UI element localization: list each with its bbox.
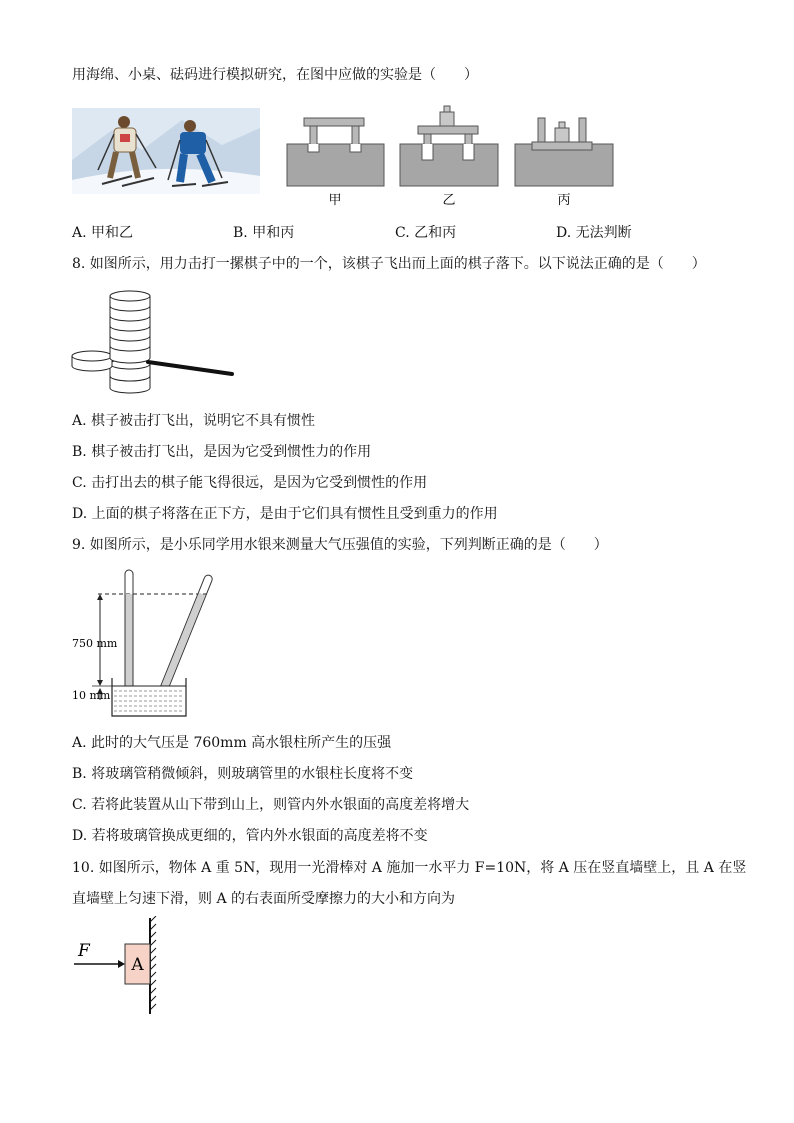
q9-option-a: A. 此时的大气压是 760mm 高水银柱所产生的压强 <box>72 735 392 751</box>
label-750mm: 750 mm <box>72 637 118 650</box>
q10-stem-line1: 10. 如图所示，物体 A 重 5N，现用一光滑棒对 A 施加一水平力 F=10N，将 A 压在竖直墙壁上，且 A 在竖 <box>72 860 747 876</box>
q7-option-b: B. 甲和丙 <box>233 225 295 241</box>
q8-option-b: B. 棋子被击打飞出，是因为它受到惯性力的作用 <box>72 444 372 460</box>
q9-option-c: C. 若将此装置从山下带到山上，则管内外水银面的高度差将增大 <box>72 797 470 813</box>
q9-option-d: D. 若将玻璃管换成更细的，管内外水银面的高度差将不变 <box>72 828 428 844</box>
label-jia: 甲 <box>328 193 342 208</box>
q7-stem: 用海绵、小桌、砝码进行模拟研究，在图中应做的实验是（ ） <box>72 67 478 83</box>
label-yi: 乙 <box>442 193 456 208</box>
skier-scene-image <box>72 108 260 194</box>
label-a: A <box>131 955 144 975</box>
sponge-table-yi <box>400 106 498 186</box>
q9-stem: 9. 如图所示，是小乐同学用水银来测量大气压强值的实验，下列判断正确的是（ ） <box>72 537 608 553</box>
q8-option-a: A. 棋子被击打飞出，说明它不具有惯性 <box>72 413 316 429</box>
q9-mercury-barometer-figure <box>70 564 220 722</box>
q10-stem-line2: 直墙壁上匀速下滑，则 A 的右表面所受摩擦力的大小和方向为 <box>72 891 456 907</box>
q8-option-d: D. 上面的棋子将落在正下方，是由于它们具有惯性且受到重力的作用 <box>72 506 498 522</box>
label-f: F <box>78 941 90 961</box>
q8-chess-stack-figure <box>70 284 240 396</box>
striking-ruler <box>148 362 232 374</box>
q7-option-a: A. 甲和乙 <box>72 225 134 241</box>
label-bing: 丙 <box>557 193 571 208</box>
q8-option-c: C. 击打出去的棋子能飞得很远，是因为它受到惯性的作用 <box>72 475 428 491</box>
q7-option-c: C. 乙和丙 <box>395 225 457 241</box>
q8-stem: 8. 如图所示，用力击打一摞棋子中的一个，该棋子飞出而上面的棋子落下。以下说法正确的是（ ） <box>72 256 706 272</box>
q10-block-wall-figure <box>70 916 170 1018</box>
q7-figure <box>72 100 622 210</box>
q9-option-b: B. 将玻璃管稍微倾斜，则玻璃管里的水银柱长度将不变 <box>72 766 414 782</box>
label-10mm: 10 mm <box>72 689 111 702</box>
sponge-table-bing <box>515 118 613 186</box>
q7-option-d: D. 无法判断 <box>556 225 632 241</box>
sponge-table-jia <box>287 118 384 186</box>
